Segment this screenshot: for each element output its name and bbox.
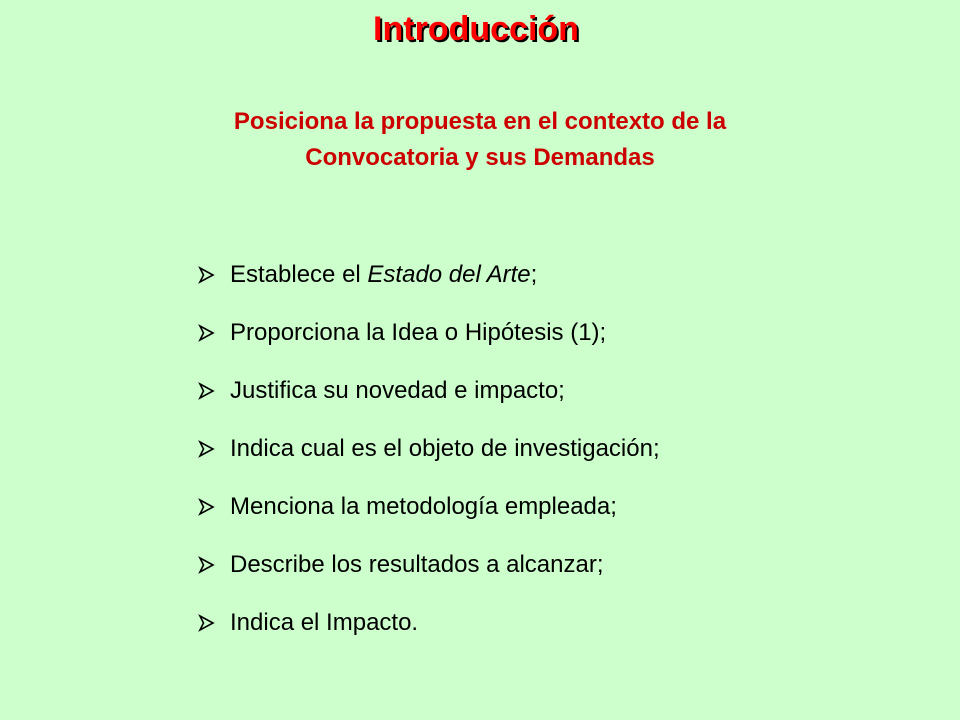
bullet-text: Menciona la metodología empleada; (230, 493, 617, 520)
bullet-text: Justifica su novedad e impacto; (230, 377, 565, 404)
bullet-item-objeto-investigacion (197, 420, 660, 478)
bullet-item-novedad-impacto (197, 362, 660, 420)
arrowhead-bullet-icon (197, 498, 215, 516)
bullet-item-impacto (197, 594, 660, 652)
slide-subtitle (0, 104, 960, 176)
bullet-text: Indica cual es el objeto de investigación; (230, 435, 660, 462)
arrowhead-bullet-icon (197, 556, 215, 574)
bullet-item-idea-hipotesis (197, 304, 660, 362)
bullet-text: Indica el Impacto. (230, 609, 419, 636)
bullet-text: Establece el Estado del Arte; (230, 261, 538, 288)
bullet-item-estado-del-arte (197, 246, 660, 304)
bullet-emphasis: Estado del Arte (367, 261, 531, 288)
slide-title: Introducción (373, 10, 579, 48)
arrowhead-bullet-icon (197, 614, 215, 632)
subtitle-line-1: Posiciona la propuesta en el contexto de la (233, 108, 727, 135)
bullet-list (197, 246, 660, 652)
arrowhead-bullet-icon (197, 440, 215, 458)
bullet-item-metodologia (197, 478, 660, 536)
bullet-text: Describe los resultados a alcanzar; (230, 551, 604, 578)
arrowhead-bullet-icon (197, 266, 215, 284)
arrowhead-bullet-icon (197, 382, 215, 400)
arrowhead-bullet-icon (197, 324, 215, 342)
bullet-text: Proporciona la Idea o Hipótesis (1); (230, 319, 607, 346)
bullet-item-resultados (197, 536, 660, 594)
subtitle-line-2: Convocatoria y sus Demandas (305, 144, 655, 171)
